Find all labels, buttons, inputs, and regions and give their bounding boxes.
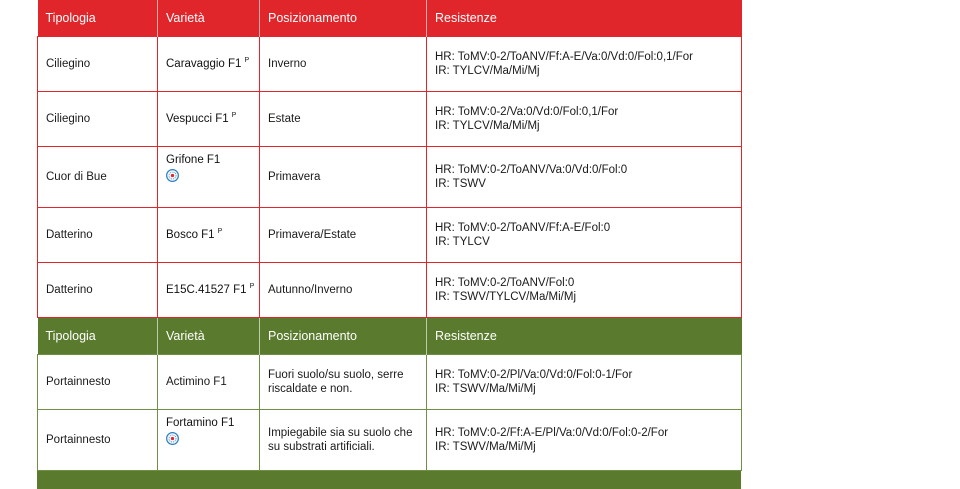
cell-posizionamento: Primavera (260, 147, 427, 208)
posizionamento-line-1: Impiegabile sia su suolo che (268, 427, 413, 439)
cell-varieta (158, 263, 260, 318)
hr-text: HR: ToMV:0-2/Pl/Va:0/Vd:0/Fol:0-1/For (435, 369, 633, 381)
table-row (38, 263, 742, 318)
cell-tipologia: Datterino (38, 263, 158, 318)
red-header-row (38, 0, 742, 37)
header-tipologia: Tipologia (38, 318, 158, 355)
header-varieta: Varietà (158, 318, 260, 355)
posizionamento-line-2: su substrati artificiali. (268, 441, 375, 453)
variety-name: Grifone F1 (166, 154, 221, 166)
variety-sup: P (249, 283, 255, 290)
cell-tipologia: Datterino (38, 208, 158, 263)
variety-name: Caravaggio F1 (166, 58, 242, 70)
ir-text: IR: TSWV/Ma/Mi/Mj (435, 441, 536, 453)
ir-text: IR: TYLCV/Ma/Mi/Mj (435, 120, 540, 132)
cell-tipologia: Ciliegino (38, 92, 158, 147)
cell-resistenze (427, 147, 742, 208)
cell-varieta: Actimino F1 (158, 355, 260, 410)
hr-text: HR: ToMV:0-2/Va:0/Vd:0/Fol:0,1/For (435, 106, 619, 118)
cell-varieta (158, 410, 260, 471)
table-row (38, 92, 742, 147)
varieties-table (37, 0, 742, 471)
cell-posizionamento: Inverno (260, 37, 427, 92)
table-row (38, 208, 742, 263)
cell-resistenze (427, 37, 742, 92)
cell-posizionamento: Primavera/Estate (260, 208, 427, 263)
header-tipologia: Tipologia (38, 0, 158, 37)
header-posizionamento: Posizionamento (260, 0, 427, 37)
hr-text: HR: ToMV:0-2/ToANV/Ff:A-E/Fol:0 (435, 222, 611, 234)
cell-posizionamento: Estate (260, 92, 427, 147)
cell-tipologia: Cuor di Bue (38, 147, 158, 208)
variety-name: Vespucci F1 (166, 113, 229, 125)
table-row (38, 355, 742, 410)
cell-tipologia: Portainnesto (38, 410, 158, 471)
ir-text: IR: TSWV/Ma/Mi/Mj (435, 383, 536, 395)
header-varieta: Varietà (158, 0, 260, 37)
bio-badge-icon (166, 432, 179, 445)
cell-posizionamento (260, 410, 427, 471)
cell-resistenze (427, 208, 742, 263)
posizionamento-line-1: Fuori suolo/su suolo, serre (268, 369, 404, 381)
ir-text: IR: TSWV (435, 178, 486, 190)
cell-varieta (158, 147, 260, 208)
cell-resistenze (427, 355, 742, 410)
cell-resistenze (427, 410, 742, 471)
header-resistenze: Resistenze (427, 0, 742, 37)
table-row (38, 37, 742, 92)
green-footer-bar (37, 471, 741, 489)
variety-name: Fortamino F1 (166, 417, 235, 429)
variety-name: E15C.41527 F1 (166, 284, 247, 296)
bio-badge-icon (166, 169, 179, 182)
cell-resistenze (427, 92, 742, 147)
cell-varieta (158, 208, 260, 263)
cell-tipologia: Ciliegino (38, 37, 158, 92)
ir-text: IR: TYLCV (435, 236, 490, 248)
ir-text: IR: TYLCV/Ma/Mi/Mj (435, 65, 540, 77)
hr-text: HR: ToMV:0-2/ToANV/Ff:A-E/Va:0/Vd:0/Fol:0,1/For (435, 51, 693, 63)
cell-varieta (158, 37, 260, 92)
table-row (38, 147, 742, 208)
cell-posizionamento: Autunno/Inverno (260, 263, 427, 318)
cell-varieta (158, 92, 260, 147)
variety-name: Bosco F1 (166, 229, 215, 241)
green-header-row (38, 318, 742, 355)
variety-sup: P (231, 112, 237, 119)
variety-sup: P (244, 57, 250, 64)
table-row (38, 410, 742, 471)
cell-resistenze (427, 263, 742, 318)
hr-text: HR: ToMV:0-2/Ff:A-E/Pl/Va:0/Vd:0/Fol:0-2/For (435, 427, 669, 439)
hr-text: HR: ToMV:0-2/ToANV/Fol:0 (435, 277, 575, 289)
variety-sup: P (217, 228, 223, 235)
cell-posizionamento (260, 355, 427, 410)
hr-text: HR: ToMV:0-2/ToANV/Va:0/Vd:0/Fol:0 (435, 164, 628, 176)
cell-tipologia: Portainnesto (38, 355, 158, 410)
ir-text: IR: TSWV/TYLCV/Ma/Mi/Mj (435, 291, 576, 303)
header-posizionamento: Posizionamento (260, 318, 427, 355)
varieties-table-wrapper (37, 0, 741, 489)
posizionamento-line-2: riscaldate e non. (268, 383, 353, 395)
header-resistenze: Resistenze (427, 318, 742, 355)
